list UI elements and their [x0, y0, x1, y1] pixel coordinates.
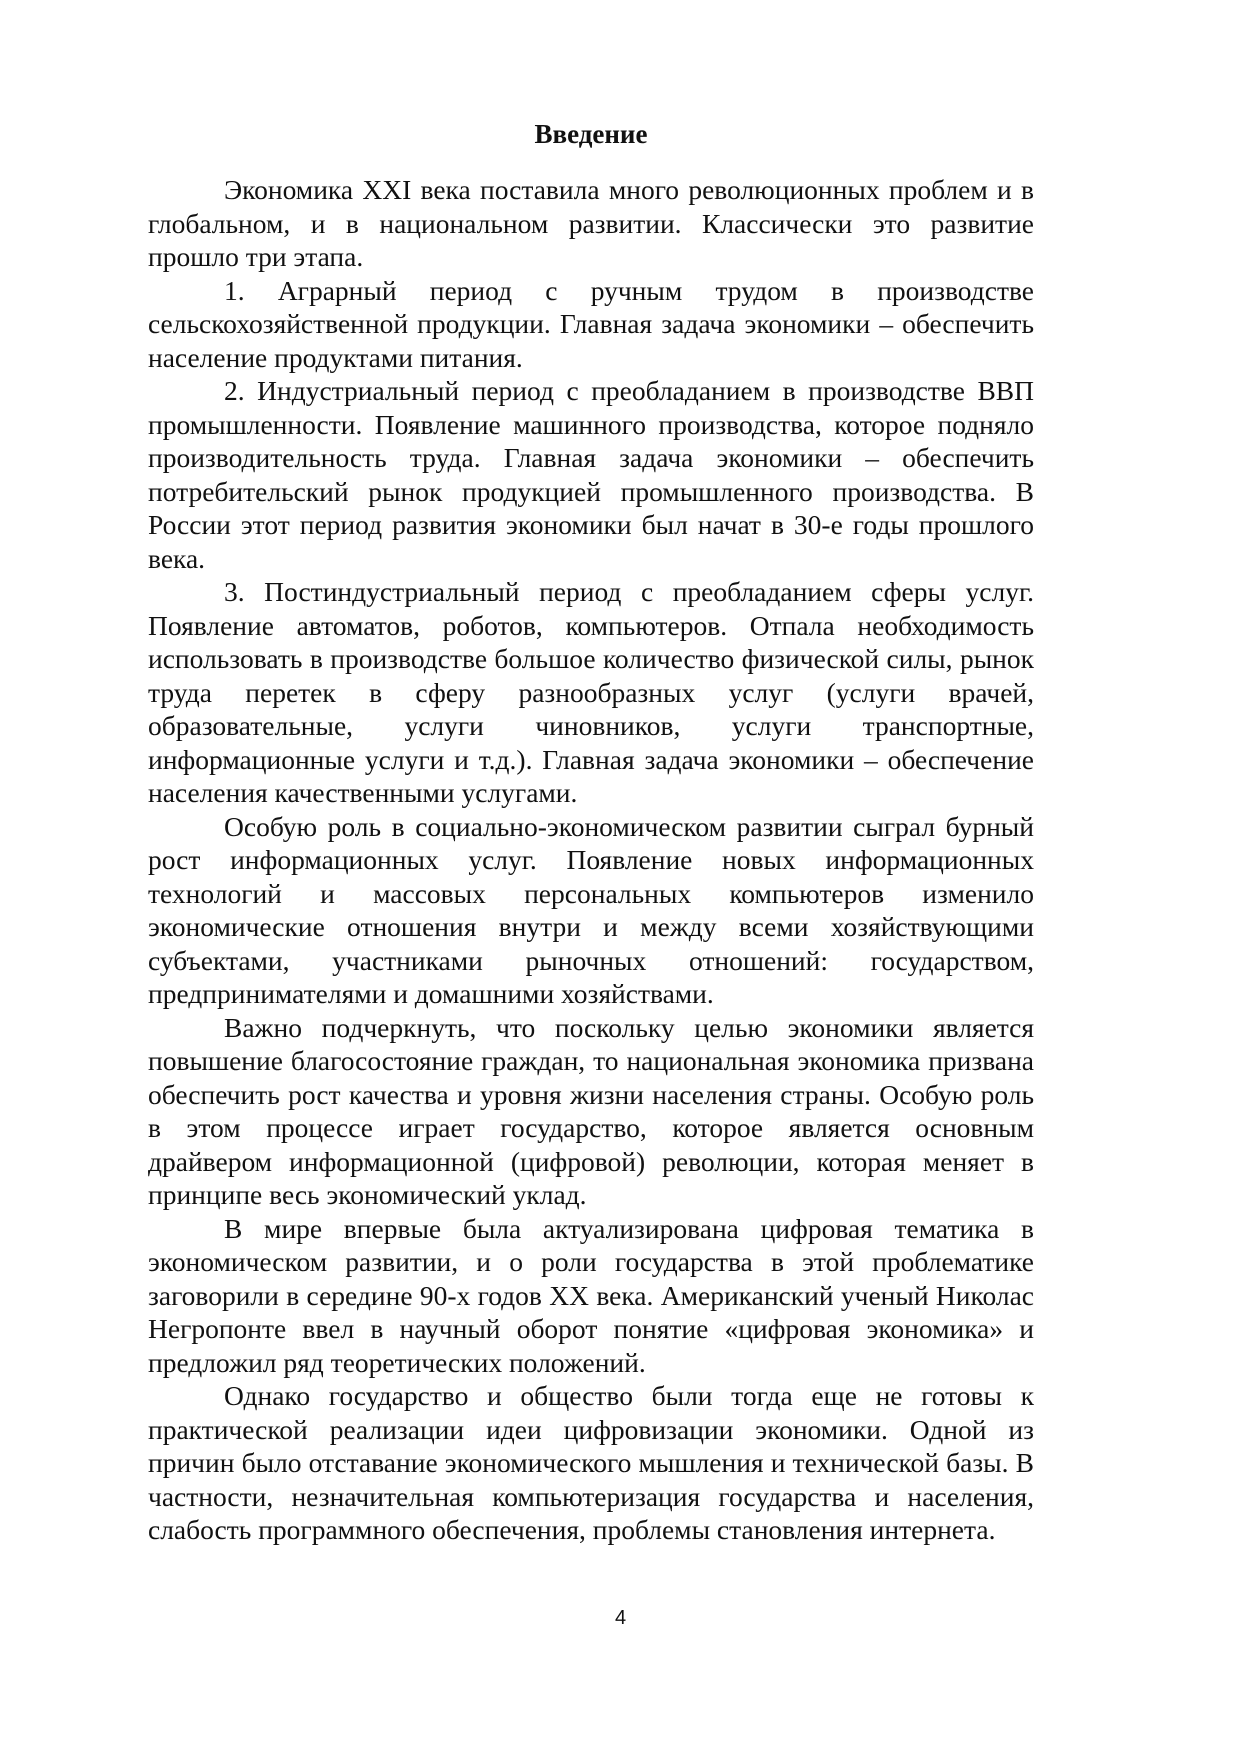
paragraph-industrial-period: 2. Индустриальный период с преобладанием в производстве ВВП промышленности. Появление машинного производства, которое подняло производительность труда. Главная задача экономики – обеспечить потребительский рынок продукцией промышленного производства. В России этот период развития экономики был начат в 30-е годы прошлого века. — [148, 375, 1034, 574]
paragraph-unreadiness: Однако государство и общество были тогда еще не готовы к практической реализации идеи цифровизации экономики. Одной из причин было отставание экономического мышления и технической базы. В частности, незначительная компьютеризация государства и населения, слабость программного обеспечения, проблемы становления интернета. — [148, 1380, 1034, 1545]
paragraph-intro: Экономика XXI века поставила много революционных проблем и в глобальном, и в национальном развитии. Классически это развитие прошло три этапа. — [148, 174, 1034, 272]
paragraph-information-services: Особую роль в социально-экономическом развитии сыграл бурный рост информационных услуг. Появление новых информационных технологий и массовых персональных компьютеров изменило экономические отношения внутри и между всеми хозяйствующими субъектами, участниками рыночных отношений: государством, предпринимателями и домашними хозяйствами. — [148, 810, 1034, 1009]
paragraph-state-role: Важно подчеркнуть, что поскольку целью экономики является повышение благосостояние граждан, то национальная экономика призвана обеспечить рост качества и уровня жизни населения страны. Особую роль в этом процессе играет государство, которое является основным драйвером информационной (цифровой) революции, которая меняет в принципе весь экономический уклад. — [148, 1011, 1034, 1210]
paragraph-digital-economy-origin: В мире впервые была актуализирована цифровая тематика в экономическом развитии, и о роли государства в этой проблематике заговорили в середине 90-х годов XX века. Американский ученый Николас Негропонте ввел в научный оборот понятие «цифровая экономика» и предложил ряд теоретических положений. — [148, 1212, 1034, 1378]
page-number: 4 — [614, 1607, 627, 1629]
page-content — [148, 118, 1034, 1547]
paragraph-postindustrial-period: 3. Постиндустриальный период с преобладанием сферы услуг. Появление автоматов, роботов, компьютеров. Отпала необходимость использовать в производстве большое количество физической силы, рынок труда перетек в сферу разнообразных услуг (услуги врачей, образовательные, услуги чиновников, услуги транспортные, информационные услуги и т.д.). Главная задача экономики – обеспечение населения качественными услугами. — [148, 576, 1034, 808]
page-title: Введение — [534, 119, 648, 149]
paragraph-agrarian-period: 1. Аграрный период с ручным трудом в производстве сельскохозяйственной продукции. Главная задача экономики – обеспечить население продуктами питания. — [148, 274, 1034, 373]
